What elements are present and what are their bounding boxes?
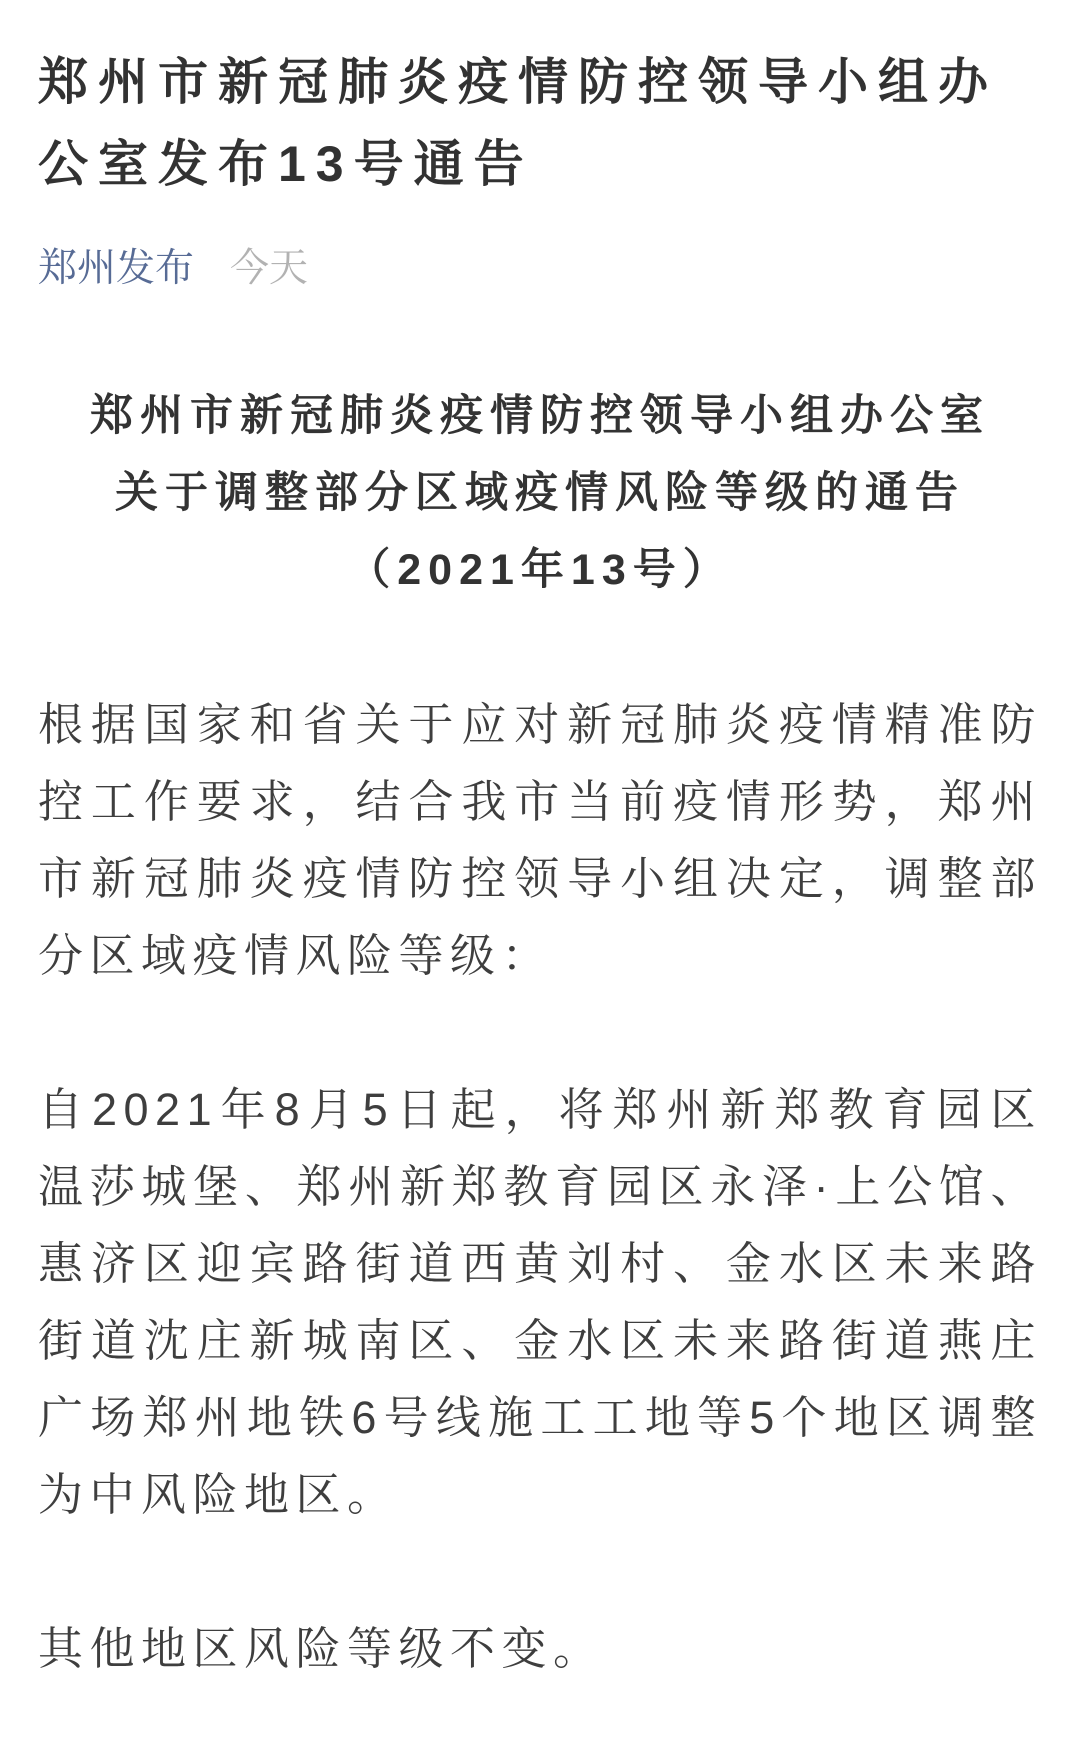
paragraph-basis: 根据国家和省关于应对新冠肺炎疫情精准防控工作要求，结合我市当前疫情形势，郑州市新冠肺炎疫情防控领导小组决定，调整部分区域疫情风险等级： — [38, 699, 1042, 981]
article-meta — [38, 248, 1042, 290]
paragraph-adjustment: 自2021年8月5日起，将郑州新郑教育园区温莎城堡、郑州新郑教育园区永泽·上公馆、惠济区迎宾路街道西黄刘村、金水区未来路街道沈庄新城南区、金水区未来路街道燕庄广场郑州地铁6号线施工工地等5个地区调整为中风险地区。 — [38, 1084, 1042, 1520]
notice-heading — [38, 378, 1042, 609]
publish-date: 今天 — [230, 247, 309, 290]
notice-heading-number: （2021年13号） — [347, 546, 733, 594]
author-account-link[interactable]: 郑州发布 — [38, 247, 195, 290]
notice-heading-subject: 关于调整部分区域疫情风险等级的通告 — [115, 469, 965, 517]
paragraph-other-areas: 其他地区风险等级不变。 — [38, 1623, 605, 1674]
notice-heading-issuer: 郑州市新冠肺炎疫情防控领导小组办公室 — [90, 392, 990, 440]
page-title: 郑州市新冠肺炎疫情防控领导小组办公室发布13号通告 — [38, 54, 998, 192]
